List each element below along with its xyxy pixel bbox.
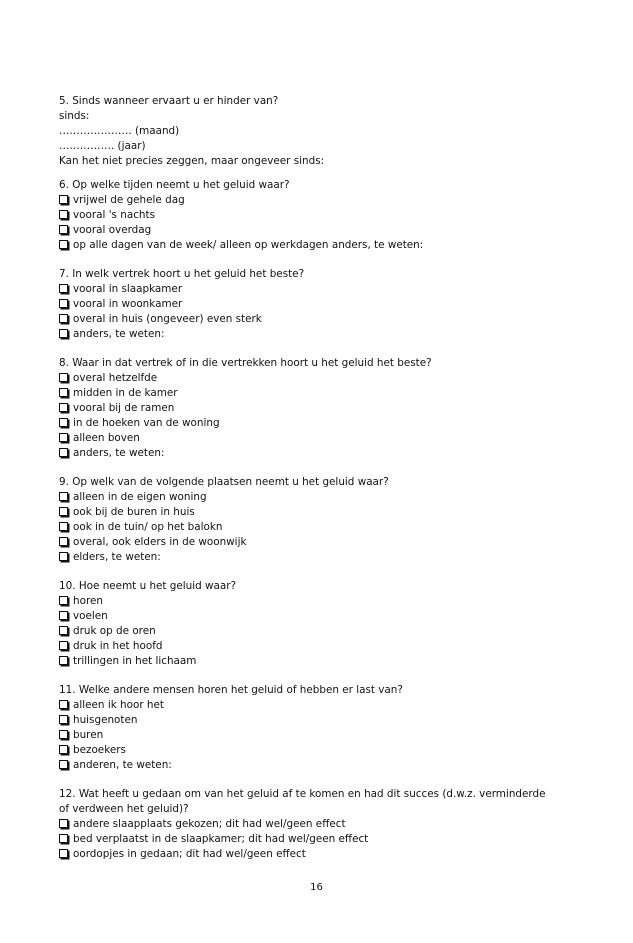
option-label: bezoekers xyxy=(73,744,126,756)
option-item[interactable] xyxy=(59,238,559,253)
checkbox[interactable] xyxy=(59,210,68,219)
option-label: alleen ik hoor het xyxy=(73,699,164,711)
question-title: 10. Hoe neemt u het geluid waar? xyxy=(59,580,237,592)
question-title: 11. Welke andere mensen horen het geluid of hebben er last van? xyxy=(59,684,403,696)
option-item[interactable] xyxy=(59,490,559,505)
option-item[interactable] xyxy=(59,505,559,520)
option-label: elders, te weten: xyxy=(73,551,161,563)
checkbox[interactable] xyxy=(59,299,68,308)
option-label: vrijwel de gehele dag xyxy=(73,194,185,206)
option-item[interactable] xyxy=(59,446,559,461)
checkbox[interactable] xyxy=(59,611,68,620)
question-6 xyxy=(59,178,559,253)
option-item[interactable] xyxy=(59,743,559,758)
option-item[interactable] xyxy=(59,847,549,862)
checkbox[interactable] xyxy=(59,403,68,412)
checkbox[interactable] xyxy=(59,418,68,427)
question-line: Kan het niet precies zeggen, maar ongeveer sinds: xyxy=(59,155,325,167)
option-item[interactable] xyxy=(59,654,559,669)
month-field: ………………… (maand) xyxy=(59,125,180,137)
option-item[interactable] xyxy=(59,208,559,223)
option-item[interactable] xyxy=(59,386,559,401)
question-title: 12. Wat heeft u gedaan om van het geluid af te komen en had dit succes (d.w.z. verminderde of verdween het geluid)? xyxy=(59,788,546,815)
checkbox[interactable] xyxy=(59,730,68,739)
checkbox[interactable] xyxy=(59,849,68,858)
checkbox[interactable] xyxy=(59,834,68,843)
option-label: druk op de oren xyxy=(73,625,156,637)
checkbox[interactable] xyxy=(59,656,68,665)
question-title: 9. Op welk van de volgende plaatsen neemt u het geluid waar? xyxy=(59,476,389,488)
checkbox[interactable] xyxy=(59,700,68,709)
option-label: voelen xyxy=(73,610,108,622)
option-label: vooral in woonkamer xyxy=(73,298,183,310)
checkbox[interactable] xyxy=(59,596,68,605)
option-item[interactable] xyxy=(59,609,559,624)
question-8 xyxy=(59,356,559,461)
option-item[interactable] xyxy=(59,594,559,609)
checkbox[interactable] xyxy=(59,760,68,769)
option-label: oordopjes in gedaan; dit had wel/geen effect xyxy=(73,848,306,860)
checkbox[interactable] xyxy=(59,819,68,828)
checkbox[interactable] xyxy=(59,492,68,501)
option-label: overal, ook elders in de woonwijk xyxy=(73,536,247,548)
question-11 xyxy=(59,683,559,773)
option-label: overal hetzelfde xyxy=(73,372,158,384)
option-item[interactable] xyxy=(59,282,559,297)
option-item[interactable] xyxy=(59,327,559,342)
checkbox[interactable] xyxy=(59,641,68,650)
option-label: midden in de kamer xyxy=(73,387,178,399)
option-item[interactable] xyxy=(59,193,559,208)
option-label: vooral in slaapkamer xyxy=(73,283,183,295)
option-label: trillingen in het lichaam xyxy=(73,655,197,667)
option-item[interactable] xyxy=(59,431,559,446)
option-label: op alle dagen van de week/ alleen op werkdagen anders, te weten: xyxy=(73,239,424,251)
checkbox[interactable] xyxy=(59,448,68,457)
option-item[interactable] xyxy=(59,832,549,847)
question-9 xyxy=(59,475,559,565)
option-item[interactable] xyxy=(59,639,559,654)
option-label: anders, te weten: xyxy=(73,447,165,459)
option-item[interactable] xyxy=(59,817,549,832)
option-item[interactable] xyxy=(59,624,559,639)
year-field: ……………. (jaar) xyxy=(59,140,146,152)
checkbox[interactable] xyxy=(59,388,68,397)
checkbox[interactable] xyxy=(59,552,68,561)
page-number: 16 xyxy=(310,882,323,893)
option-label: buren xyxy=(73,729,104,741)
question-12 xyxy=(59,787,549,862)
option-item[interactable] xyxy=(59,371,559,386)
option-label: horen xyxy=(73,595,103,607)
checkbox[interactable] xyxy=(59,284,68,293)
option-label: vooral 's nachts xyxy=(73,209,156,221)
option-item[interactable] xyxy=(59,550,559,565)
checkbox[interactable] xyxy=(59,626,68,635)
question-line: sinds: xyxy=(59,110,90,122)
option-label: in de hoeken van de woning xyxy=(73,417,220,429)
checkbox[interactable] xyxy=(59,522,68,531)
option-item[interactable] xyxy=(59,698,559,713)
checkbox[interactable] xyxy=(59,314,68,323)
option-item[interactable] xyxy=(59,401,559,416)
question-title: 6. Op welke tijden neemt u het geluid waar? xyxy=(59,179,290,191)
option-label: overal in huis (ongeveer) even sterk xyxy=(73,313,262,325)
option-label: ook bij de buren in huis xyxy=(73,506,195,518)
option-label: bed verplaatst in de slaapkamer; dit had wel/geen effect xyxy=(73,833,369,845)
question-7 xyxy=(59,267,559,342)
checkbox[interactable] xyxy=(59,507,68,516)
option-label: anderen, te weten: xyxy=(73,759,172,771)
checkbox[interactable] xyxy=(59,537,68,546)
option-label: druk in het hoofd xyxy=(73,640,163,652)
option-item[interactable] xyxy=(59,297,559,312)
question-title: 5. Sinds wanneer ervaart u er hinder van? xyxy=(59,95,279,107)
question-title: 8. Waar in dat vertrek of in die vertrekken hoort u het geluid het beste? xyxy=(59,357,432,369)
checkbox[interactable] xyxy=(59,240,68,249)
option-item[interactable] xyxy=(59,416,559,431)
option-label: andere slaapplaats gekozen; dit had wel/geen effect xyxy=(73,818,346,830)
option-label: huisgenoten xyxy=(73,714,138,726)
checkbox[interactable] xyxy=(59,329,68,338)
checkbox[interactable] xyxy=(59,225,68,234)
option-label: vooral overdag xyxy=(73,224,152,236)
option-item[interactable] xyxy=(59,223,559,238)
checkbox[interactable] xyxy=(59,715,68,724)
option-item[interactable] xyxy=(59,758,559,773)
checkbox[interactable] xyxy=(59,433,68,442)
option-item[interactable] xyxy=(59,520,559,535)
checkbox[interactable] xyxy=(59,195,68,204)
option-item[interactable] xyxy=(59,728,559,743)
option-label: alleen in de eigen woning xyxy=(73,491,207,503)
option-label: vooral bij de ramen xyxy=(73,402,175,414)
question-5 xyxy=(59,94,559,169)
question-10 xyxy=(59,579,559,669)
option-label: anders, te weten: xyxy=(73,328,165,340)
checkbox[interactable] xyxy=(59,745,68,754)
question-title: 7. In welk vertrek hoort u het geluid het beste? xyxy=(59,268,305,280)
option-item[interactable] xyxy=(59,713,559,728)
option-label: alleen boven xyxy=(73,432,140,444)
option-item[interactable] xyxy=(59,535,559,550)
checkbox[interactable] xyxy=(59,373,68,382)
option-label: ook in de tuin/ op het balokn xyxy=(73,521,223,533)
option-item[interactable] xyxy=(59,312,559,327)
